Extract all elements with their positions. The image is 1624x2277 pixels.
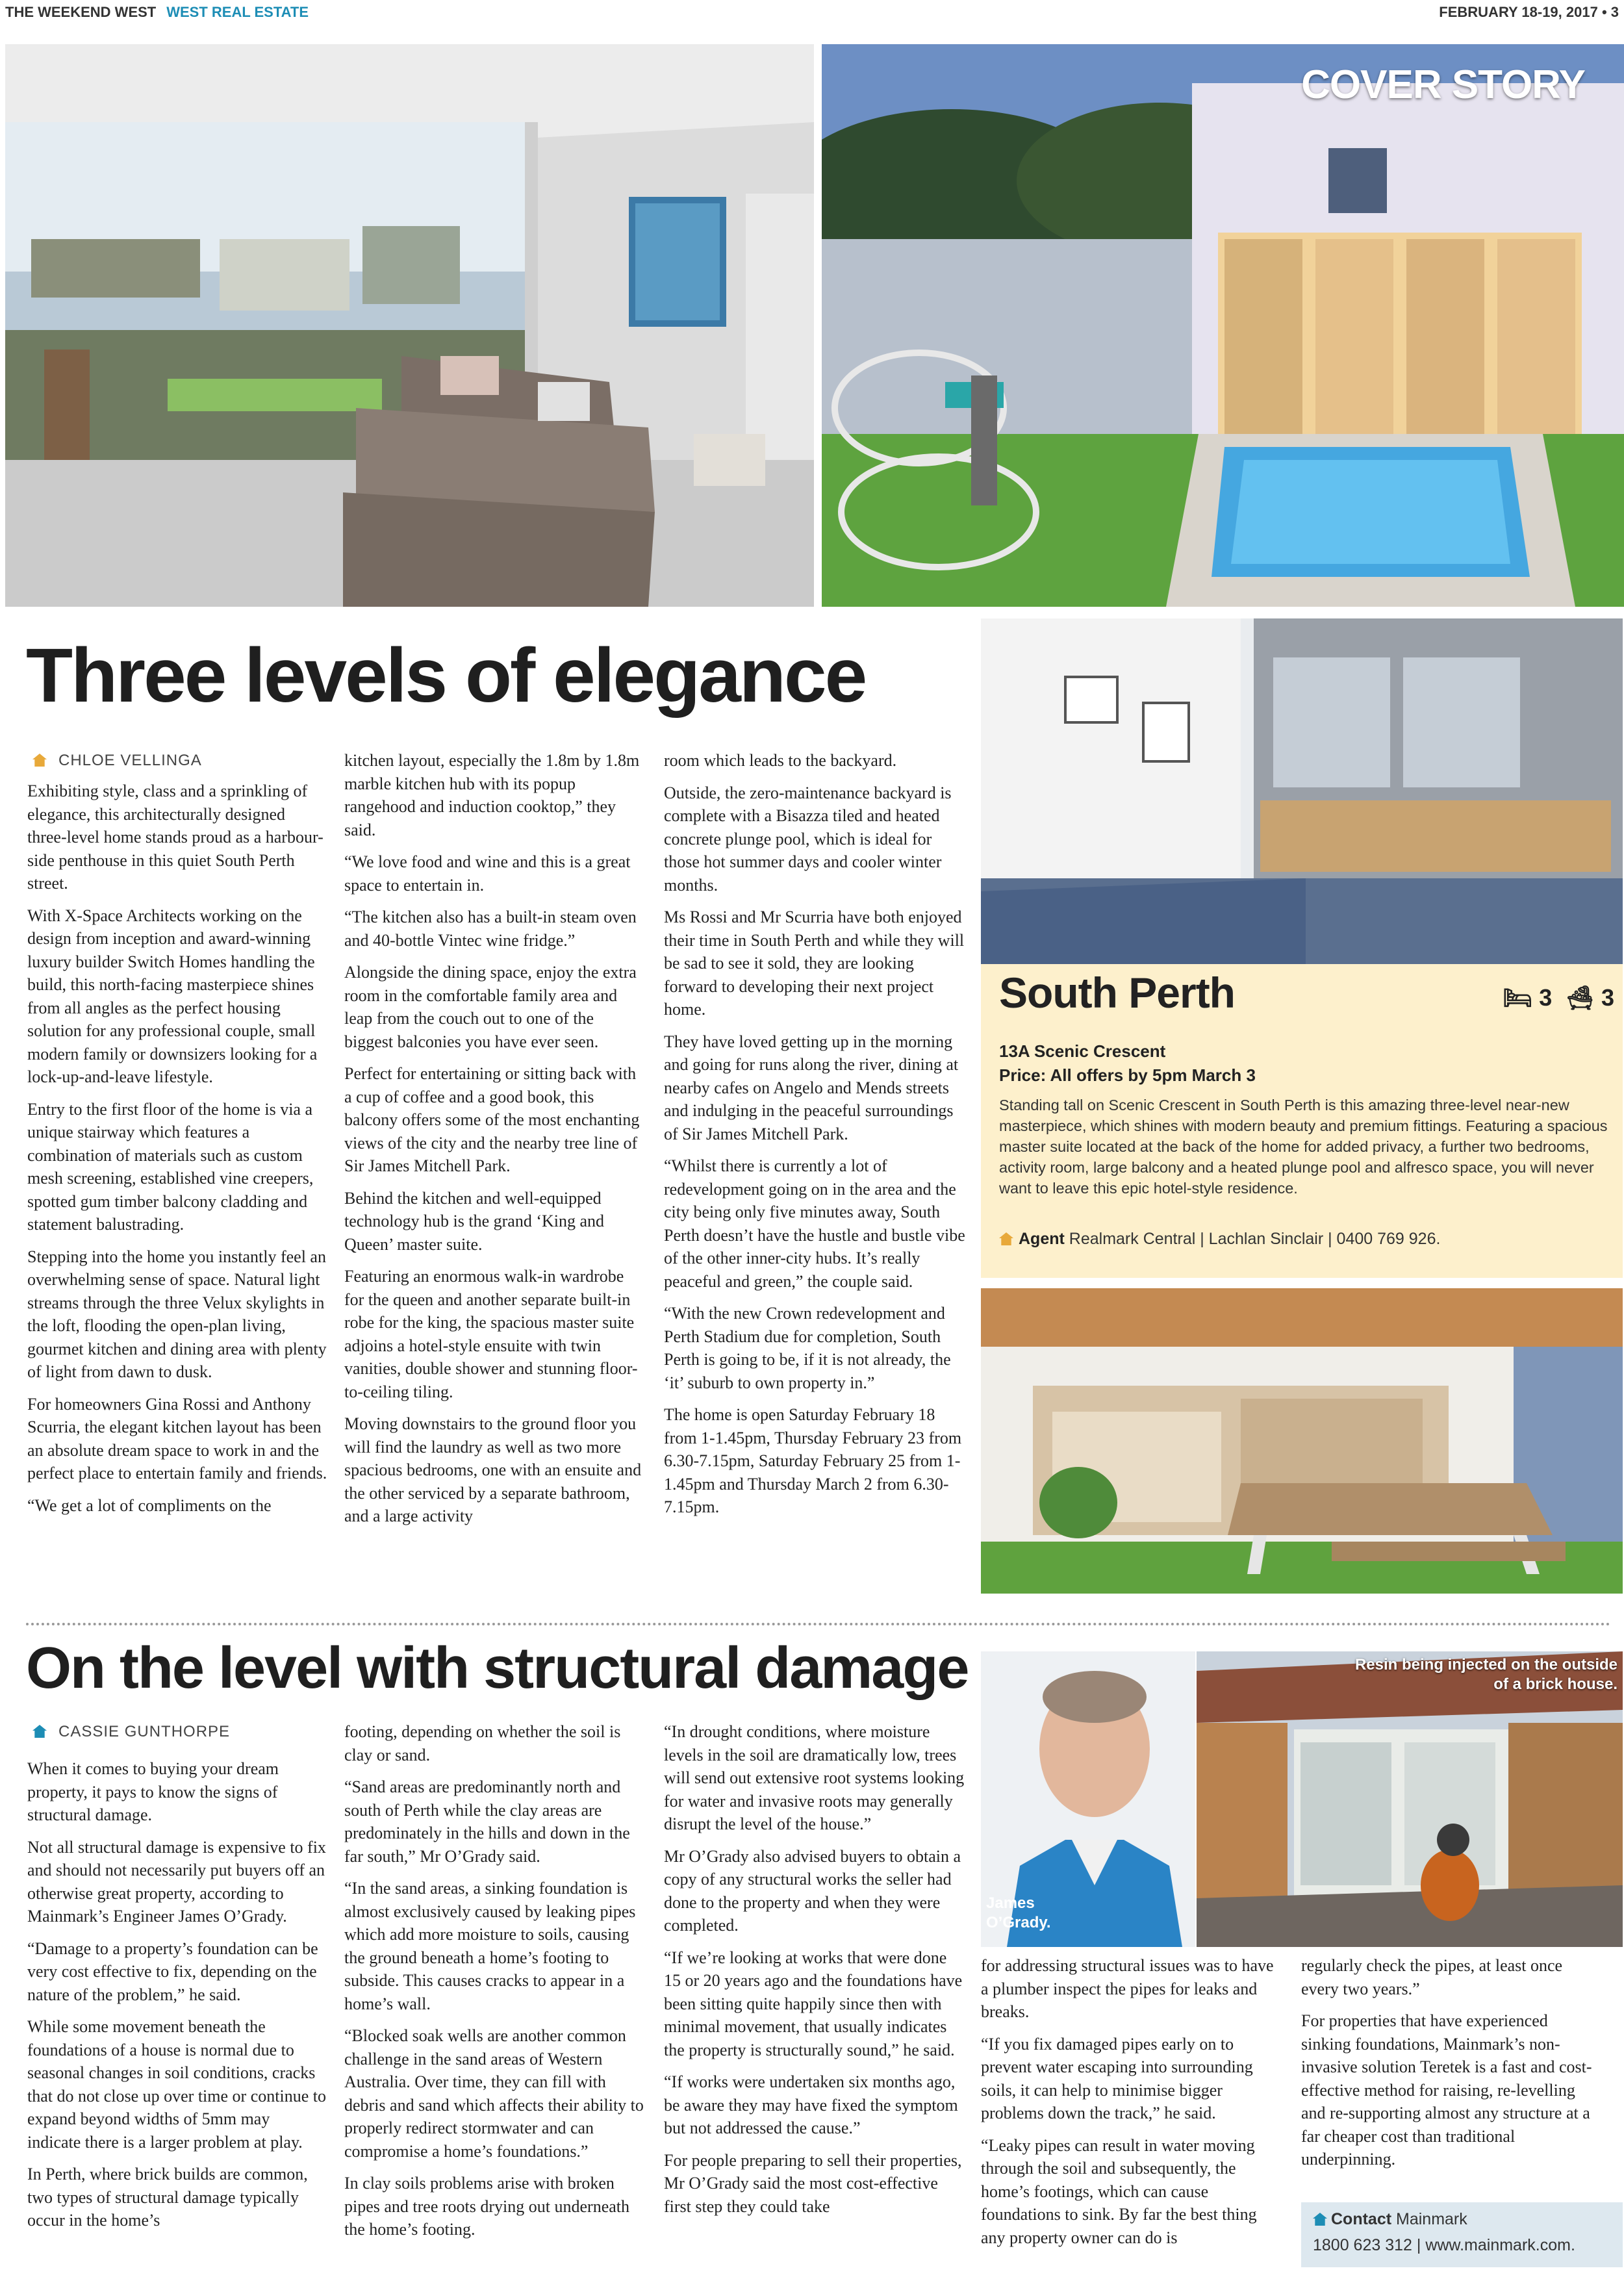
- story2-headline: On the level with structural damage: [26, 1636, 969, 1701]
- story1-col1: [27, 780, 327, 1526]
- paragraph: regularly check the pipes, at least once every two years.”: [1301, 1956, 1563, 1998]
- paragraph: “Damage to a property’s foundation can be very cost effective to fix, depending on the nature of the problem,” he said.: [27, 1939, 318, 2004]
- story2-author: CASSIE GUNTHORPE: [58, 1723, 231, 1740]
- story1-col3: [664, 749, 966, 1528]
- house-icon: [1313, 2213, 1327, 2226]
- paragraph: Perfect for entertaining or sitting back with a cup of coffee and a good book, this balcony offers some of the most enchanting views of the city and the nearby tree line of Sir James Mitchell Park.: [344, 1064, 640, 1175]
- resin-caption: Resin being injected on the outside of a brick house.: [1354, 1656, 1618, 1693]
- paragraph: Behind the kitchen and well-equipped technology hub is the grand ‘King and Queen’ master suite.: [344, 1188, 605, 1254]
- paragraph: Entry to the first floor of the home is via a unique stairway which features a combination of materials such as custom mesh screening, established vine creepers, spotted gum timber balcony cladding and statement balustrading.: [27, 1099, 314, 1234]
- paragraph: Featuring an enormous walk-in wardrobe for the queen and another separate built-in robe for the king, the spacious master suite adjoins a hotel-style ensuite with twin vanities, double shower and stunning floor-to-ceiling tiling.: [344, 1267, 638, 1401]
- paragraph: Stepping into the home you instantly feel an overwhelming sense of space. Natural light streams through the three Velux skylights in the loft, flooding the open-plan living, gourmet kitchen and dining area with plenty of light from dawn to dusk.: [27, 1247, 327, 1381]
- date-page: FEBRUARY 18-19, 2017 • 3: [1439, 4, 1619, 20]
- contact-box: [1301, 2202, 1623, 2267]
- story2-col3: [664, 1720, 966, 2227]
- bed-icon: 🛏︎: [1503, 984, 1533, 1011]
- paragraph: “If we’re looking at works that were done 15 or 20 years ago and the foundations have been sitting quite happily since then with minimal movement, that usually indicates the property is structurally sound,” he said.: [664, 1948, 963, 2059]
- story2-col1: [27, 1757, 327, 2241]
- paragraph: “If you fix damaged pipes early on to prevent water escaping into surrounding soils, it can help to minimise bigger problems down the track,” he said.: [981, 2034, 1253, 2122]
- paragraph: room which leads to the backyard.: [664, 751, 897, 770]
- story1-col2: [344, 749, 644, 1537]
- paragraph: They have loved getting up in the morning and going for runs along the river, dining at nearby cafes on Angelo and Mends streets and indulging in the peaceful surroundings of Sir James Mitchell Park.: [664, 1032, 959, 1143]
- paragraph: With X-Space Architects working on the design from inception and award-winning luxury builder Switch Homes handling the build, this north-facing masterpiece shines from all angles as the perfect housing solution for any professional couple, small modern family or downsizers looking for a lock-up-and-leave lifestyle.: [27, 906, 318, 1086]
- publication-name: THE WEEKEND WEST: [5, 4, 157, 20]
- masthead-left: [5, 4, 309, 21]
- story2-col5: [1301, 1954, 1601, 2180]
- paragraph: Alongside the dining space, enjoy the extra room in the comfortable family area and leap from the couch out to one of the biggest balconies you have ever seen.: [344, 963, 637, 1051]
- contact-label: Contact: [1331, 2210, 1392, 2228]
- paragraph: Mr O’Grady also advised buyers to obtain a copy of any structural works the seller had done to the property and when they were completed.: [664, 1846, 961, 1935]
- alfresco-photo: [981, 1288, 1623, 1594]
- story2-col2: [344, 1720, 644, 2250]
- paragraph: “The kitchen also has a built-in steam oven and 40-bottle Vintec wine fridge.”: [344, 908, 637, 950]
- agent-line: [999, 1230, 1610, 1249]
- paragraph: Outside, the zero-maintenance backyard is complete with a Bisazza tiled and heated concrete plunge pool, which is ideal for those hot summer days and cooler winter months.: [664, 783, 952, 895]
- paragraph: “With the new Crown redevelopment and Perth Stadium due for completion, South Perth is going to be, if it is not already, the ‘it’ suburb to own property in.”: [664, 1304, 951, 1392]
- paragraph: Moving downstairs to the ground floor you will find the laundry as well as two more spacious bedrooms, one with an ensuite and the other serviced by a separate bathroom, and a large activity: [344, 1414, 642, 1525]
- suburb-title: South Perth: [999, 969, 1235, 1017]
- contact-company: Mainmark: [1396, 2210, 1467, 2228]
- paragraph: When it comes to buying your dream property, it pays to know the signs of structural damage.: [27, 1759, 279, 1824]
- section-name: WEST REAL ESTATE: [166, 4, 309, 20]
- section-divider: [26, 1623, 1611, 1625]
- story1-headline: Three levels of elegance: [26, 633, 866, 719]
- property-address: 13A Scenic Crescent: [999, 1041, 1166, 1061]
- paragraph: Not all structural damage is expensive to fix and should not necessarily put buyers off an otherwise great property, according to Mainmark’s Engineer James O’Grady.: [27, 1837, 326, 1926]
- contact-line1: [1313, 2210, 1467, 2229]
- paragraph: “Blocked soak wells are another common challenge in the sand areas of Western Australia. Over time, they can fill with debris and sand which affects their ability to properly redirect stormwater and can compromise a home’s foundations.”: [344, 2026, 644, 2161]
- cover-story-label: COVER STORY: [1301, 62, 1585, 107]
- house-icon: [32, 754, 47, 767]
- contact-details: 1800 623 312 | www.mainmark.com.: [1313, 2236, 1575, 2254]
- paragraph: “In drought conditions, where moisture levels in the soil are dramatically low, trees will send out extensive root systems looking for water and invasive roots may generally disrupt the level of the house.”: [664, 1722, 965, 1833]
- paragraph: “We love food and wine and this is a great space to entertain in.: [344, 852, 631, 895]
- story1-author: CHLOE VELLINGA: [58, 752, 202, 769]
- agent-details: Realmark Central | Lachlan Sinclair | 0400 769 926.: [1069, 1230, 1441, 1248]
- paragraph: While some movement beneath the foundations of a house is normal due to seasonal changes in soil conditions, cracks that do not close up over time or continue to expand beyond widths of 5mm may indicate there is a larger problem at play.: [27, 2017, 326, 2152]
- paragraph: For properties that have experienced sinking foundations, Mainmark’s non-invasive solution Teretek is a fast and cost-effective method for raising, re-levelling and re-supporting almost any structure at a far cheaper cost than traditional underpinning.: [1301, 2011, 1592, 2169]
- paragraph: “If works were undertaken six months ago, be aware they may have fixed the symptom but not addressed the cause.”: [664, 2072, 958, 2137]
- bed-count: 3: [1539, 984, 1553, 1011]
- living-room-photo: [5, 44, 814, 607]
- paragraph: Exhibiting style, class and a sprinkling of elegance, this architecturally designed three-level home stands proud as a harbour-side penthouse in this quiet South Perth street.: [27, 782, 324, 893]
- paragraph: For people preparing to sell their properties, Mr O’Grady said the most cost-effective first step they could take: [664, 2150, 962, 2216]
- property-description: Standing tall on Scenic Crescent in South Perth is this amazing three-level near-new masterpiece, which shines with modern beauty and premium fittings. Featuring a spacious master suite located at the back of the home for added privacy, a further two bedrooms, activity room, large balcony and a heated plunge pool and alfresco space, you will never want to leave this epic hotel-style residence.: [999, 1097, 1608, 1197]
- property-price: Price: All offers by 5pm March 3: [999, 1065, 1256, 1085]
- paragraph: For homeowners Gina Rossi and Anthony Scurria, the elegant kitchen layout has been an absolute dream space to work in and the perfect place to entertain family and friends.: [27, 1394, 327, 1482]
- paragraph: for addressing structural issues was to have a plumber inspect the pipes for leaks and breaks.: [981, 1956, 1274, 2021]
- bath-count: 3: [1601, 984, 1614, 1011]
- bed-bath-icons: [1458, 984, 1614, 1011]
- paragraph: “Leaky pipes can result in water moving through the soil and subsequently, the home’s footings, which can cause foundations to sink. By far the best thing any property owner can do is: [981, 2135, 1257, 2247]
- paragraph: Ms Rossi and Mr Scurria have both enjoyed their time in South Perth and while they will be sad to see it sold, they are looking forward to developing their next project home.: [664, 908, 965, 1019]
- bath-icon: 🛁︎: [1565, 984, 1595, 1011]
- bathroom-photo: [981, 618, 1623, 964]
- paragraph: “Whilst there is currently a lot of redevelopment going on in the area and the city being only five minutes away, South Perth doesn’t have the hustle and bustle vibe of the other inner-city hubs. It’s really peaceful and green,” the couple said.: [664, 1156, 965, 1291]
- story2-col4: [981, 1954, 1281, 2258]
- paragraph: “We get a lot of compliments on the: [27, 1495, 272, 1515]
- paragraph: kitchen layout, especially the 1.8m by 1.8m marble kitchen hub with its popup rangehood and induction cooktop,” they said.: [344, 751, 640, 839]
- paragraph: footing, depending on whether the soil is clay or sand.: [344, 1722, 621, 1764]
- paragraph: “Sand areas are predominantly north and south of Perth while the clay areas are predominately in the hills and down in the far south,” Mr O’Grady said.: [344, 1777, 630, 1866]
- portrait-caption: James O’Grady.: [986, 1894, 1051, 1931]
- paragraph: In Perth, where brick builds are common, two types of structural damage typically occur in the home’s: [27, 2165, 308, 2230]
- resin-photo: [1197, 1651, 1623, 1947]
- pool-photo: [822, 44, 1624, 607]
- story1-byline: [32, 752, 325, 770]
- house-icon: [999, 1232, 1013, 1245]
- paragraph: The home is open Saturday February 18 from 1-1.45pm, Thursday February 23 from 6.30-7.15pm, Saturday February 25 from 1-1.45pm and Thursday March 2 from 6.30-7.15pm.: [664, 1405, 962, 1516]
- masthead: [0, 0, 1624, 30]
- story2-byline: [32, 1723, 325, 1741]
- house-icon: [32, 1725, 47, 1738]
- agent-label: Agent: [1019, 1230, 1065, 1248]
- paragraph: “In the sand areas, a sinking foundation is almost exclusively caused by leaking pipes which add more moisture to soils, causing the ground beneath a home’s footing to subside. This causes cracks to appear in a home’s wall.: [344, 1879, 636, 2013]
- paragraph: In clay soils problems arise with broken pipes and tree roots drying out underneath the home’s footing.: [344, 2174, 629, 2239]
